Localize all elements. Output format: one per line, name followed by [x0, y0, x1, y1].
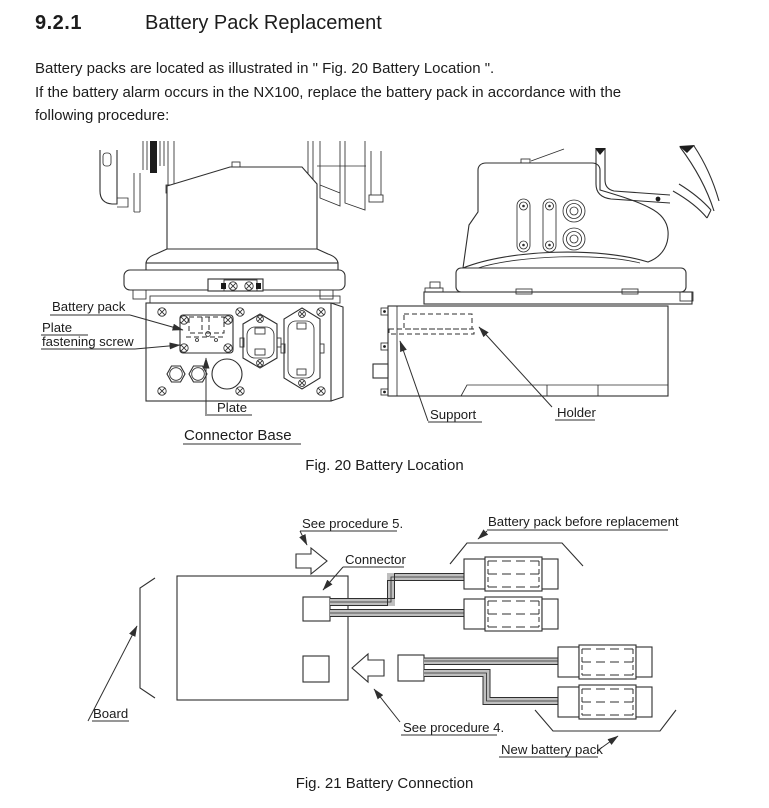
label-battery-pack: Battery pack [52, 299, 126, 314]
robot-front-view [100, 141, 383, 401]
battery-pack-old-1 [464, 557, 558, 591]
label-battery-pack-before: Battery pack before replacement [488, 514, 679, 529]
flange-side [456, 268, 686, 292]
paragraph-line: Battery packs are located as illustrated in " Fig. 20 Battery Location ". [35, 60, 495, 77]
panel-hole [212, 359, 242, 389]
battery-pack-new-2 [558, 685, 652, 719]
procedure5-block-arrow [296, 548, 327, 574]
battery-pack-old-2 [464, 597, 558, 631]
label-see-procedure-5: See procedure 5. [302, 516, 404, 531]
page-title: Battery Pack Replacement [145, 12, 382, 34]
before-pack-leader-arrow [478, 531, 487, 539]
section-heading [35, 12, 382, 35]
procedure5-leader-arrow [300, 531, 307, 545]
label-connector: Connector [345, 552, 406, 567]
battery-pack-new-1 [558, 645, 652, 679]
label-board: Board [93, 706, 129, 721]
new-pack-connector-block [398, 655, 424, 681]
robot-body-side [463, 163, 668, 268]
ribbon-cable-old-lower [330, 610, 464, 617]
section-number: 9.2.1 [35, 12, 82, 34]
ribbon-cable-new-lower [424, 670, 558, 705]
arm-left-piece [100, 150, 117, 204]
base-box-side [373, 306, 668, 396]
arm-swoosh [673, 145, 719, 218]
paragraph-line: If the battery alarm occurs in the NX100, replace the battery pack in accordance with the [35, 83, 622, 101]
ribbon-cable-new-upper [424, 658, 558, 665]
procedure4-block-arrow [352, 654, 384, 682]
label-plate: Plate [217, 400, 248, 415]
arm-dark-segment [150, 141, 157, 173]
robot-side-view [373, 145, 719, 396]
board-connector-socket [303, 597, 330, 621]
label-new-battery-pack: New battery pack [501, 742, 603, 757]
board-inner-socket [303, 656, 329, 682]
paragraph-line: following procedure: [35, 107, 170, 124]
connector-socket-large [281, 308, 324, 389]
robot-body-front [167, 167, 317, 249]
label-plate-fastening-2: fastening screw [42, 334, 134, 349]
fig20-battery-location-diagram [0, 130, 769, 457]
fig20-caption: Fig. 20 Battery Location [305, 457, 464, 474]
label-connector-base: Connector Base [184, 427, 292, 444]
ribbon-cable-old-upper [330, 574, 464, 606]
label-holder: Holder [557, 405, 596, 420]
label-support: Support [430, 407, 477, 422]
procedure4-leader-arrow [374, 689, 400, 722]
body-paragraph [35, 57, 745, 128]
fig21-battery-connection-diagram [0, 505, 769, 770]
label-see-procedure-4: See procedure 4. [403, 720, 505, 735]
fig21-caption: Fig. 21 Battery Connection [295, 775, 474, 792]
connector-socket-small [240, 314, 281, 368]
connector-base-panel [146, 296, 343, 401]
label-plate-fastening-1: Plate [42, 320, 73, 335]
